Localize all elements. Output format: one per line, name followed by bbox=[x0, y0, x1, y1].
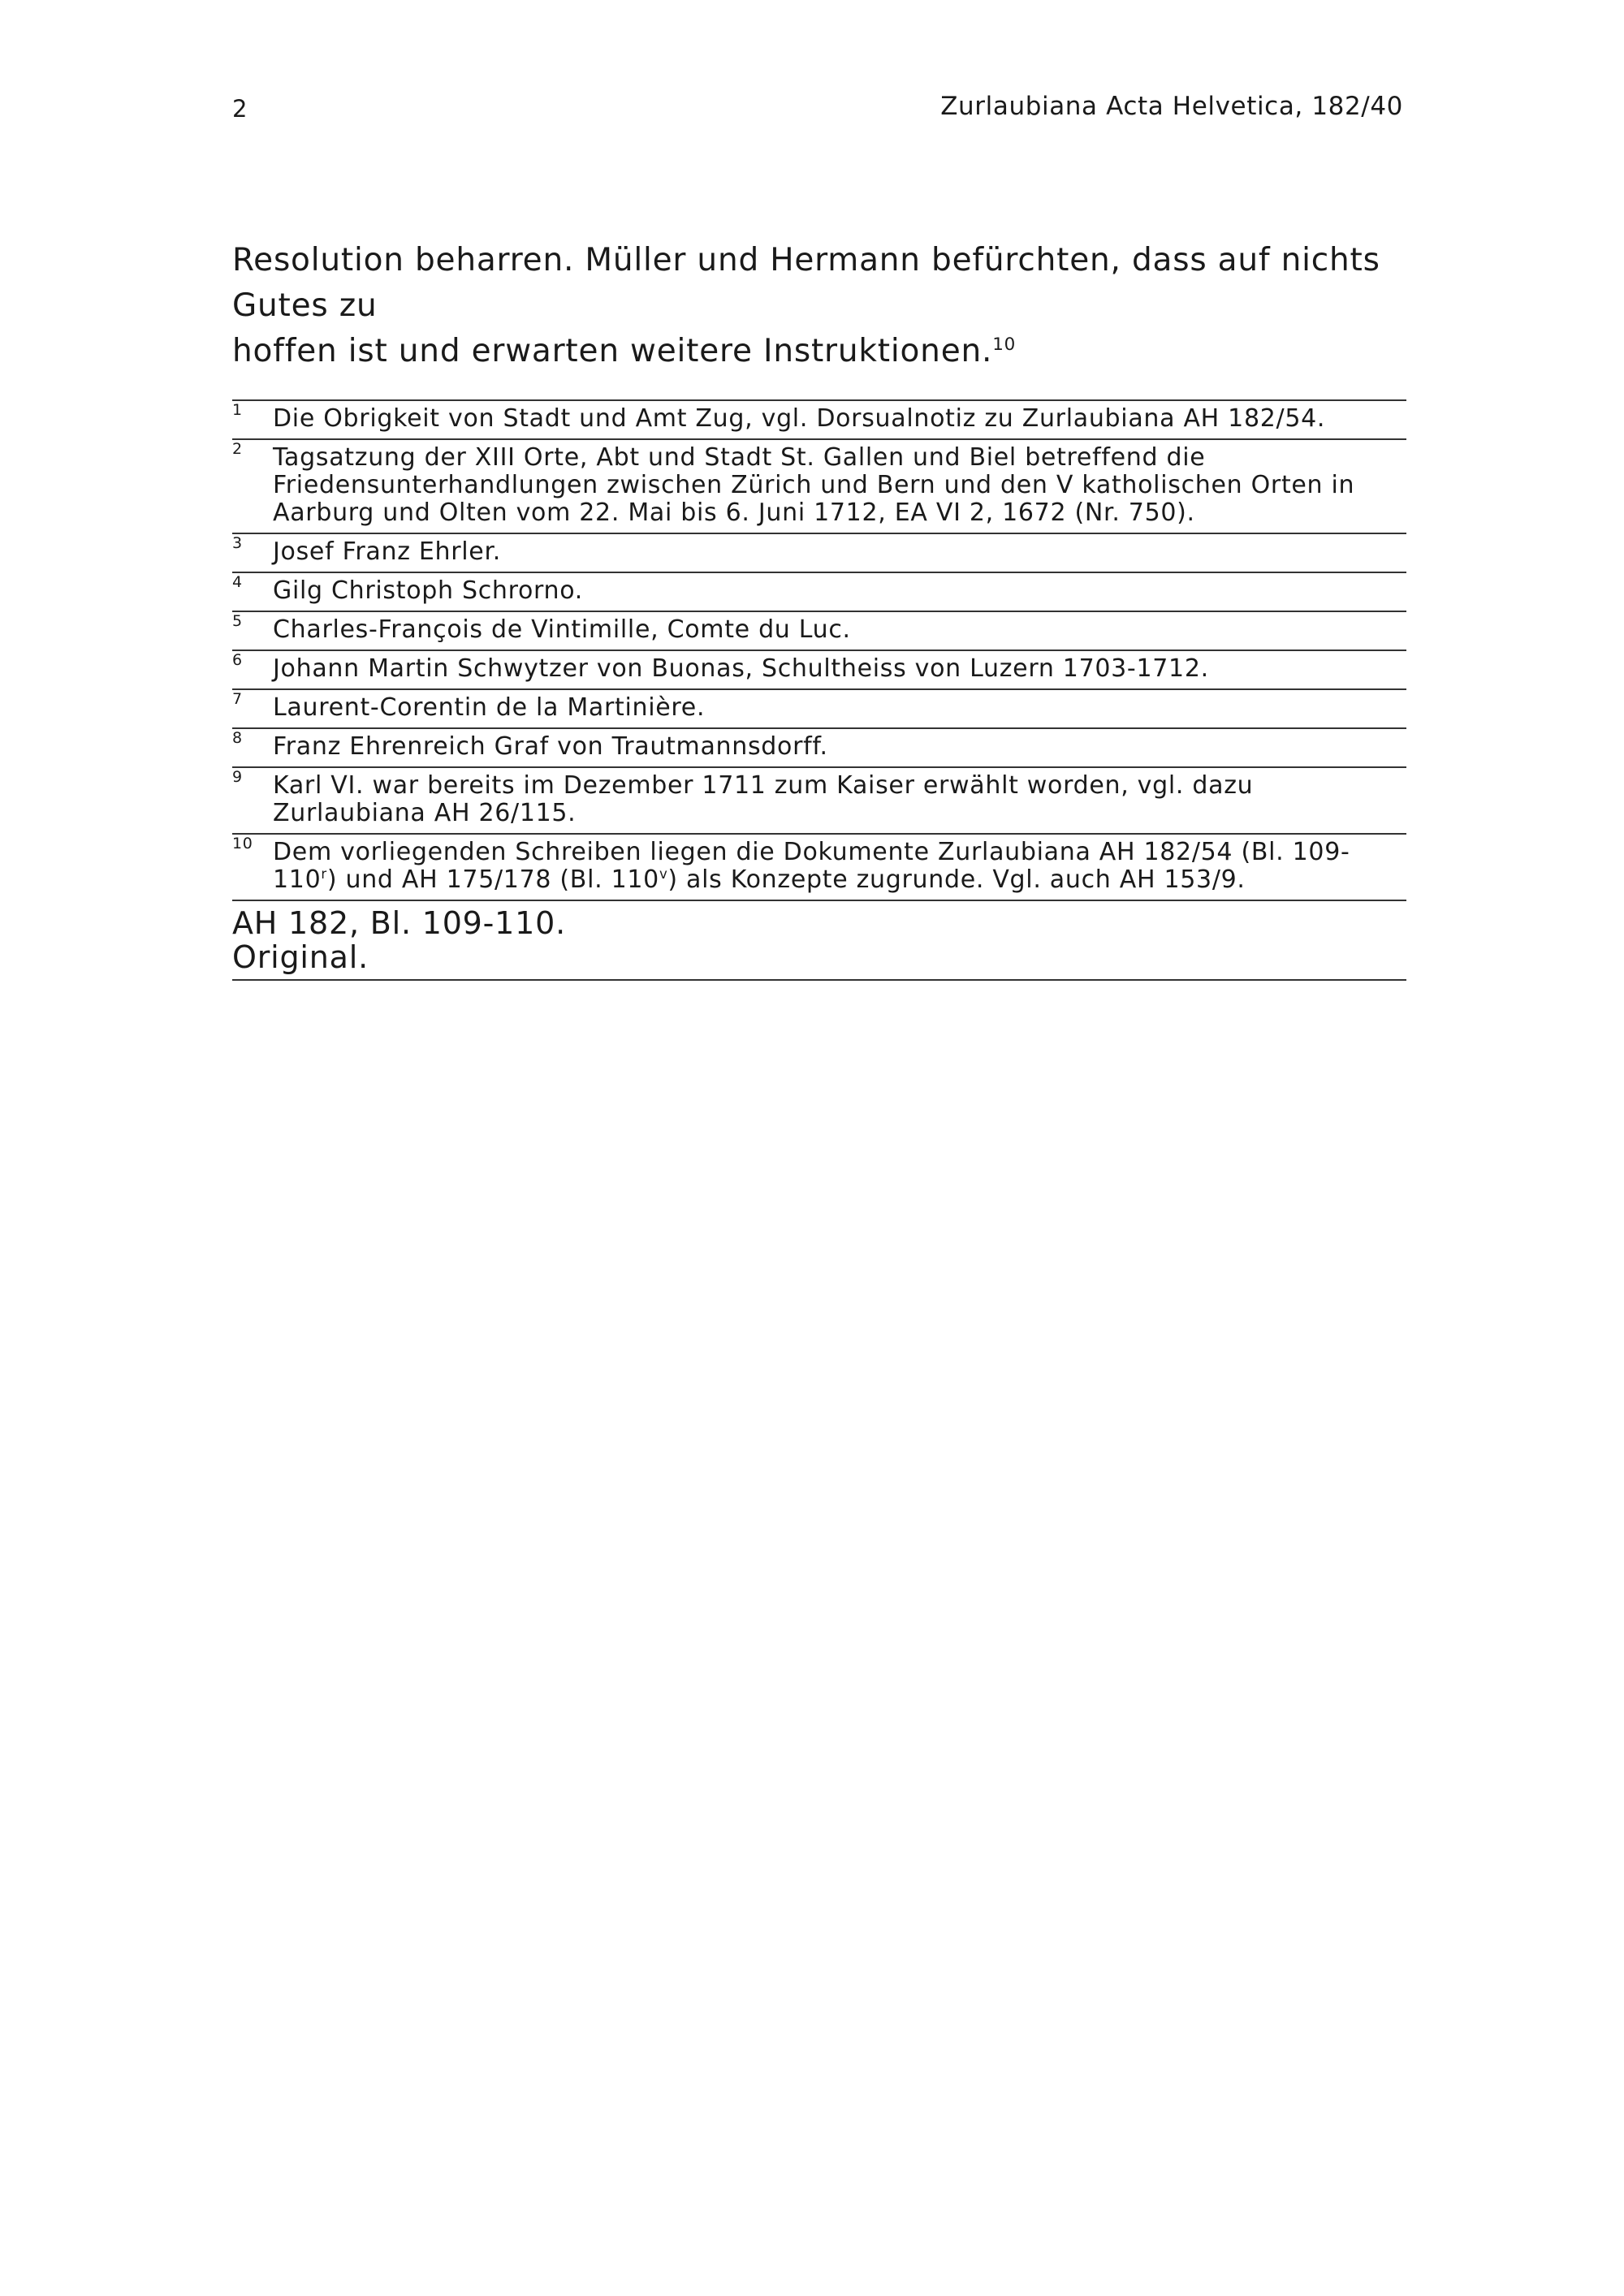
body-line-last bbox=[232, 329, 1402, 374]
recto-marker: r bbox=[321, 866, 327, 882]
source-type: Original. bbox=[232, 939, 369, 975]
footnote-9 bbox=[232, 768, 1406, 835]
body-line: Resolution beharren. Müller und Hermann befürchten, dass auf nichts Gutes zu bbox=[232, 242, 1380, 324]
footnote-text: Josef Franz Ehrler. bbox=[273, 537, 501, 566]
footnote-text bbox=[273, 839, 1406, 894]
verso-marker: v bbox=[659, 866, 668, 882]
footnote-2 bbox=[232, 440, 1406, 534]
footnote-text-part: ) als Konzepte zugrunde. Vgl. auch AH 153/9. bbox=[667, 865, 1246, 894]
footnote-text: Karl VI. war bereits im Dezember 1711 zum Kaiser erwählt worden, vgl. dazu Zurlaubiana AH 26/115. bbox=[273, 771, 1254, 827]
body-line-text: hoffen ist und erwarten weitere Instruktionen. bbox=[232, 333, 993, 369]
footnote-text: Franz Ehrenreich Graf von Trautmannsdorff. bbox=[273, 732, 828, 761]
footnote-5 bbox=[232, 612, 1406, 651]
footnote-6 bbox=[232, 651, 1406, 690]
footnote-number: 5 bbox=[232, 612, 243, 630]
footnote-1 bbox=[232, 401, 1406, 440]
footnote-number: 3 bbox=[232, 534, 243, 552]
footnote-text: Die Obrigkeit von Stadt und Amt Zug, vgl. Dorsualnotiz zu Zurlaubiana AH 182/54. bbox=[273, 404, 1326, 433]
footnote-text: Tagsatzung der XIII Orte, Abt und Stadt St. Gallen und Biel betreffend die Friedensunterhandlungen zwischen Zürich und Bern und den V katholischen Orten in Aarburg und Olten vom 22. Mai bis 6. Juni 1712, EA VI 2, 1672 (Nr. 750). bbox=[273, 443, 1355, 527]
footnote-number: 4 bbox=[232, 573, 243, 591]
footnote-text-part: Dem vorliegenden Schreiben liegen die Dokumente Zurlaubiana AH 182/54 (Bl. 109-110 bbox=[273, 838, 1350, 894]
footnote-8 bbox=[232, 729, 1406, 768]
footnote-text: Laurent-Corentin de la Martinière. bbox=[273, 693, 706, 722]
footnote-number: 2 bbox=[232, 440, 243, 458]
footnote-number: 10 bbox=[232, 835, 253, 852]
footnote-reference: 10 bbox=[992, 334, 1017, 355]
footnote-text: Charles-François de Vintimille, Comte du Luc. bbox=[273, 615, 851, 644]
source-reference: AH 182, Bl. 109-110. bbox=[232, 905, 566, 941]
footnote-list bbox=[232, 399, 1406, 981]
body-text bbox=[232, 238, 1402, 374]
footnote-text-part: ) und AH 175/178 (Bl. 110 bbox=[326, 865, 659, 894]
footnote-3 bbox=[232, 534, 1406, 573]
footnote-4 bbox=[232, 573, 1406, 612]
footnote-number: 1 bbox=[232, 401, 243, 419]
footnote-number: 8 bbox=[232, 729, 243, 747]
running-header: Zurlaubiana Acta Helvetica, 182/40 bbox=[940, 92, 1403, 121]
page-number: 2 bbox=[232, 95, 248, 123]
footnote-number: 6 bbox=[232, 651, 243, 669]
footnote-text: Johann Martin Schwytzer von Buonas, Schultheiss von Luzern 1703-1712. bbox=[273, 654, 1209, 683]
source-note bbox=[232, 901, 1406, 981]
footnote-number: 9 bbox=[232, 768, 243, 786]
footnote-text: Gilg Christoph Schrorno. bbox=[273, 576, 584, 605]
footnote-10 bbox=[232, 835, 1406, 901]
footnote-7 bbox=[232, 690, 1406, 729]
footnote-number: 7 bbox=[232, 690, 243, 708]
